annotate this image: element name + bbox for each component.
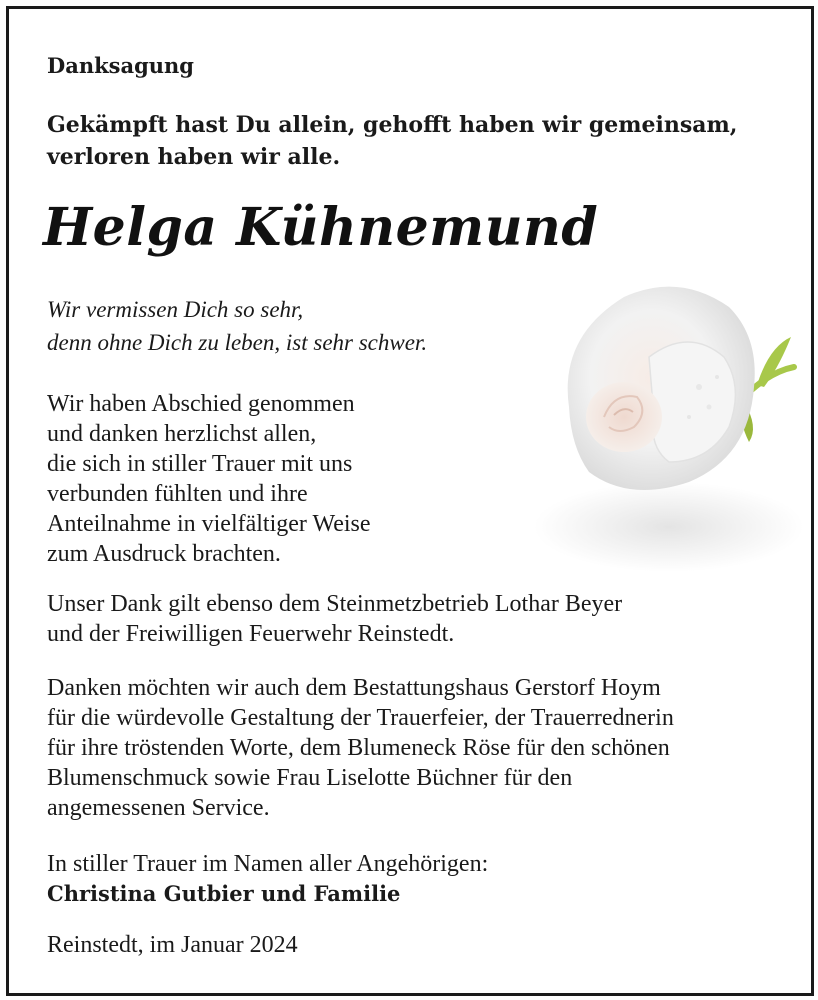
place-date <box>47 930 298 960</box>
verse-line: denn ohne Dich zu leben, ist sehr schwer. <box>47 330 428 355</box>
verse-line: Wir vermissen Dich so sehr, <box>47 297 304 322</box>
closing-line: In stiller Trauer im Namen aller Angehörigen: <box>47 851 489 877</box>
text-line: Danken möchten wir auch dem Bestattungshaus Gerstorf Hoym <box>47 675 661 701</box>
motto-line: Gekämpft hast Du allein, gehofft haben wir gemeinsam, <box>47 112 738 138</box>
verse <box>47 293 427 359</box>
thanks-paragraph-1 <box>47 389 371 569</box>
text-line: angemessenen Service. <box>47 795 270 821</box>
text-line: Anteilnahme in vielfältiger Weise <box>47 511 371 537</box>
text-line: verbunden fühlten und ihre <box>47 481 308 507</box>
text-line: Wir haben Abschied genommen <box>47 391 355 417</box>
motto-line: verloren haben wir alle. <box>47 144 341 170</box>
text-line: und der Freiwilligen Feuerwehr Reinstedt. <box>47 621 455 647</box>
text-line: für die würdevolle Gestaltung der Trauerfeier, der Trauerrednerin <box>47 705 674 731</box>
signatory: Christina Gutbier und Familie <box>47 881 401 906</box>
text-line: Unser Dank gilt ebenso dem Steinmetzbetrieb Lothar Beyer <box>47 591 623 617</box>
motto <box>47 109 787 173</box>
thanks-paragraph-2 <box>47 589 622 649</box>
text-line: zum Ausdruck brachten. <box>47 541 281 567</box>
closing <box>47 849 488 909</box>
place-date-text: Reinstedt, im Januar 2024 <box>47 932 298 958</box>
deceased-name: Helga Kühnemund <box>43 197 599 258</box>
white-rose-icon <box>529 267 809 577</box>
thanks-paragraph-3 <box>47 673 674 823</box>
text-line: Blumenschmuck sowie Frau Liselotte Büchner für den <box>47 765 573 791</box>
heading: Danksagung <box>47 53 194 78</box>
text-line: für ihre tröstenden Worte, dem Blumeneck Röse für den schönen <box>47 735 670 761</box>
obituary-notice <box>6 6 814 996</box>
text-line: und danken herzlichst allen, <box>47 421 317 447</box>
text-line: die sich in stiller Trauer mit uns <box>47 451 353 477</box>
